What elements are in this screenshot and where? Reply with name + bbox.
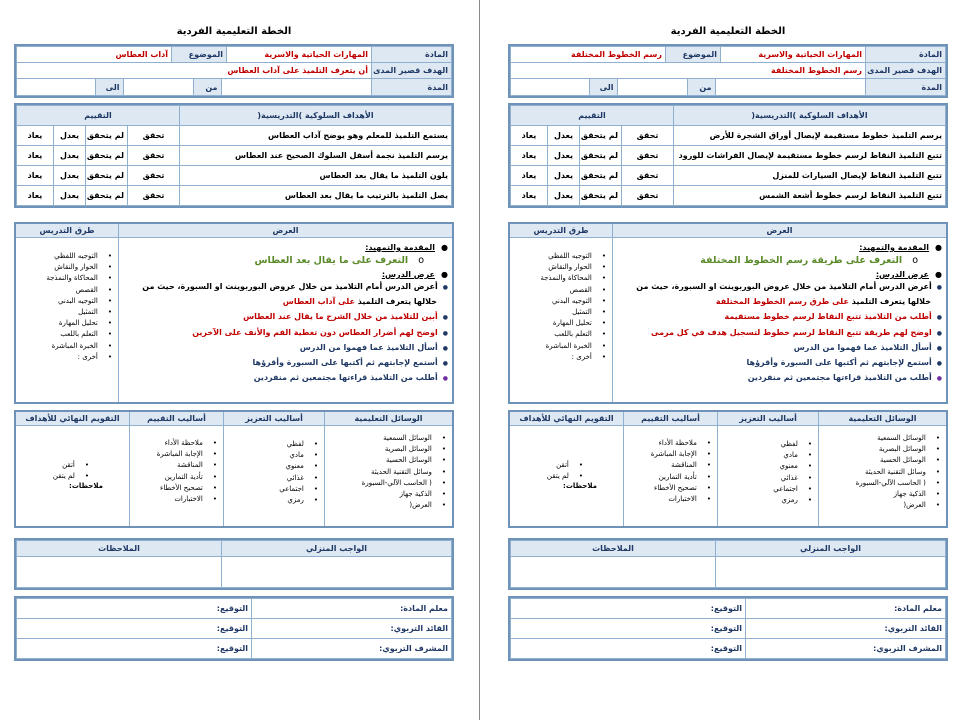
- evaluation-option[interactable]: لم يتحقق: [580, 186, 622, 206]
- evaluation-method-item: • تأدية التمارين: [134, 472, 217, 483]
- objective-row: [17, 166, 452, 186]
- evaluation-header: التقييم: [17, 106, 180, 126]
- signature-field: التوقيع:: [511, 599, 746, 619]
- homework-header: الواجب المنزلي: [222, 541, 452, 557]
- evaluation-option[interactable]: يعاد: [17, 146, 54, 166]
- notes-header: الملاحظات: [511, 541, 716, 557]
- media-item: • ( الحاسب الآلي-السبورة: [823, 478, 940, 489]
- media-header: الوسائل التعليمية: [819, 412, 946, 426]
- lesson-step-highlight: ما يقال عند العطاس: [243, 312, 324, 322]
- evaluation-option[interactable]: يعاد: [17, 186, 54, 206]
- evaluation-option[interactable]: تحقق: [128, 166, 180, 186]
- signature-row: [511, 599, 946, 619]
- subject-label: المادة: [372, 47, 452, 63]
- homework-field[interactable]: [716, 557, 946, 588]
- evaluation-option[interactable]: يعدل: [548, 126, 580, 146]
- teaching-method-item: • التوجيه اللفظي: [514, 251, 606, 262]
- presentation-header: العرض: [613, 224, 946, 238]
- homework-header: الواجب المنزلي: [716, 541, 946, 557]
- teaching-method-item: • المحاكاة والنمذجة: [514, 273, 606, 284]
- lesson-step: [121, 295, 448, 310]
- reinforcement-item: • غذائي: [722, 473, 812, 484]
- goal-label: الهدف قصير المدى: [866, 63, 946, 79]
- lesson-step-highlight: على آداب العطاس: [282, 297, 355, 307]
- page-title: الخطة التعليمية الفردية: [670, 26, 786, 37]
- topic-label: الموضوع: [172, 47, 227, 63]
- notes-inline-label: ملاحظات:: [563, 482, 597, 491]
- objective-text: يرسم التلميذ نجمة أسفل السلوك الصحيح عند العطاس: [180, 146, 452, 166]
- evaluation-option[interactable]: يعدل: [548, 146, 580, 166]
- teaching-method-item: • التوجيه اللفظي: [20, 251, 112, 262]
- from-value: [123, 79, 193, 95]
- evaluation-option[interactable]: تحقق: [128, 186, 180, 206]
- lesson-step: [615, 356, 942, 371]
- goal-value: أن يتعرف التلميذ على آداب العطاس: [17, 63, 372, 79]
- lesson-plan-page: [14, 0, 454, 720]
- lesson-step-text: اوضح لهم طريقة: [861, 327, 932, 337]
- intro-label: ● المقدمة والتمهيد:: [615, 242, 942, 253]
- evaluation-method-item: • تصحيح الأخطاء: [628, 483, 711, 494]
- goal-value: رسم الخطوط المختلفة: [511, 63, 866, 79]
- evaluation-methods-header: أساليب التقييم: [130, 412, 223, 426]
- signatures-table: [508, 596, 948, 661]
- final-evaluation-item: • أتقن: [510, 460, 583, 471]
- evaluation-method-item: • الإجابة المباشرة: [134, 449, 217, 460]
- lesson-step-text: اوضح لهم: [396, 327, 438, 337]
- evaluation-option[interactable]: يعاد: [17, 126, 54, 146]
- evaluation-method-item: • الاختبارات: [628, 494, 711, 505]
- lesson-step-highlight: على طرق رسم الخطوط المختلفة: [715, 297, 849, 307]
- teaching-method-item: • القصص: [514, 285, 606, 296]
- evaluation-option[interactable]: تحقق: [128, 146, 180, 166]
- teaching-method-item: • تحليل المهارة: [20, 318, 112, 329]
- evaluation-option[interactable]: تحقق: [128, 126, 180, 146]
- teaching-method-item: • المحاكاة والنمذجة: [20, 273, 112, 284]
- media-item: • العرض(: [329, 500, 446, 511]
- signature-row: [17, 639, 452, 659]
- teaching-method-item: • أخرى :: [514, 352, 606, 363]
- evaluation-option[interactable]: لم يتحقق: [580, 166, 622, 186]
- from-value: [617, 79, 687, 95]
- duration-label: المدة: [866, 79, 946, 96]
- lesson-step-text: أستمع لإجابتهم ثم أكتبها على السبورة وأقرؤها: [252, 358, 438, 368]
- teaching-method-item: • تحليل المهارة: [514, 318, 606, 329]
- objective-text: تتبع التلميذ النقاط لرسم خطوط مستقيمة لإيصال الفراشات للورود: [674, 146, 946, 166]
- signature-row: [17, 599, 452, 619]
- evaluation-option[interactable]: لم يتحقق: [86, 146, 128, 166]
- duration-value: [221, 79, 371, 95]
- signature-field: التوقيع:: [17, 639, 252, 659]
- resources-section: [14, 410, 454, 528]
- evaluation-method-item: • تصحيح الأخطاء: [134, 483, 217, 494]
- lesson-step: [615, 341, 942, 356]
- notes-field[interactable]: [511, 557, 716, 588]
- lesson-step-text: أستمع لإجابتهم ثم أكتبها على السبورة وأقرؤها: [746, 358, 932, 368]
- media-item: • وسائل التقنية الحديثة: [329, 467, 446, 478]
- lesson-step-highlight: تتبع النقاط لرسم خطوط مستقيمة: [724, 312, 862, 322]
- signature-row: [511, 639, 946, 659]
- media-item: • الوسائل البصرية: [329, 444, 446, 455]
- signature-field: التوقيع:: [17, 619, 252, 639]
- teaching-method-item: • الخبرة المباشرة: [20, 341, 112, 352]
- reinforcement-item: • مادي: [722, 450, 812, 461]
- evaluation-option[interactable]: لم يتحقق: [580, 126, 622, 146]
- to-value: [17, 79, 95, 95]
- lesson-step-text: أطلب من التلاميذ قراءتها مجتمعين ثم منفردين: [253, 373, 438, 383]
- objective-text: يرسم التلميذ خطوط مستقيمة لإيصال أوراق الشجرة للأرض: [674, 126, 946, 146]
- evaluation-method-item: • ملاحظة الأداء: [134, 438, 217, 449]
- notes-field[interactable]: [17, 557, 222, 588]
- reinforcement-header: أساليب التعزيز: [718, 412, 818, 426]
- evaluation-option[interactable]: يعاد: [511, 146, 548, 166]
- teaching-method-item: • أخرى :: [20, 352, 112, 363]
- media-item: • الذكية جهاز: [823, 489, 940, 500]
- evaluation-methods-header: أساليب التقييم: [624, 412, 717, 426]
- evaluation-option[interactable]: لم يتحقق: [86, 186, 128, 206]
- reinforcement-item: • معنوي: [228, 461, 318, 472]
- lesson-step-text: أطلب من التلاميذ قراءتها مجتمعين ثم منفردين: [747, 373, 932, 383]
- reinforcement-item: • اجتماعي: [228, 484, 318, 495]
- subject-value: المهارات الحياتية والاسرية: [227, 47, 372, 63]
- topic-value: آداب العطاس: [17, 47, 172, 63]
- lesson-step-highlight: تتبع النقاط لرسم خطوط لتسجيل هدف في كل مرمى: [650, 327, 862, 337]
- lesson-plan-page: [508, 0, 948, 720]
- subject-value: المهارات الحياتية والاسرية: [721, 47, 866, 63]
- teaching-method-item: • التعلم باللعب: [514, 329, 606, 340]
- final-evaluation-item: • لم يتقن: [16, 471, 89, 482]
- objective-row: [17, 186, 452, 206]
- signature-field: التوقيع:: [511, 639, 746, 659]
- objective-text: يلون التلميذ ما يقال بعد العطاس: [180, 166, 452, 186]
- evaluation-option[interactable]: يعدل: [548, 166, 580, 186]
- evaluation-option[interactable]: تحقق: [622, 186, 674, 206]
- page-title: الخطة التعليمية الفردية: [176, 26, 292, 37]
- signature-role: المشرف التربوي:: [746, 639, 946, 659]
- reinforcement-item: • رمزي: [722, 495, 812, 506]
- lesson-step: [121, 310, 448, 325]
- reinforcement-item: • غذائي: [228, 473, 318, 484]
- teaching-method-item: • الحوار والنقاش: [20, 262, 112, 273]
- evaluation-option[interactable]: يعدل: [54, 166, 86, 186]
- topic-label: الموضوع: [666, 47, 721, 63]
- signature-role: معلم المادة:: [746, 599, 946, 619]
- lesson-step: [121, 371, 448, 386]
- evaluation-option[interactable]: تحقق: [622, 126, 674, 146]
- signature-field: التوقيع:: [511, 619, 746, 639]
- reinforcement-item: • مادي: [228, 450, 318, 461]
- lesson-step-text: أسأل التلاميذ عما فهموا من الدرس: [299, 342, 438, 352]
- lesson-step: [121, 341, 448, 356]
- evaluation-option[interactable]: تحقق: [622, 166, 674, 186]
- evaluation-option[interactable]: لم يتحقق: [86, 126, 128, 146]
- final-evaluation-item: • لم يتقن: [510, 471, 583, 482]
- media-item: • ( الحاسب الآلي-السبورة: [329, 478, 446, 489]
- lesson-step: [615, 295, 942, 310]
- to-label: الى: [95, 79, 123, 95]
- info-table: [14, 44, 454, 98]
- homework-table: [508, 538, 948, 590]
- evaluation-option[interactable]: تحقق: [622, 146, 674, 166]
- notes-header: الملاحظات: [17, 541, 222, 557]
- objectives-table: [14, 103, 454, 208]
- lesson-step-text: أبين للتلاميذ من خلال الشرح: [323, 312, 438, 322]
- presentation-section: [508, 222, 948, 404]
- evaluation-method-item: • المناقشة: [628, 460, 711, 471]
- reinforcement-item: • لفظي: [228, 439, 318, 450]
- media-header: الوسائل التعليمية: [325, 412, 452, 426]
- objective-text: تتبع التلميذ النقاط لرسم خطوط أشعة الشمس: [674, 186, 946, 206]
- reinforcement-item: • لفظي: [722, 439, 812, 450]
- lesson-step: [615, 280, 942, 295]
- signature-role: القائد التربوي:: [252, 619, 452, 639]
- goal-label: الهدف قصير المدى: [372, 63, 452, 79]
- intro-text: o التعرف على طريقة رسم الخطوط المختلفة: [615, 253, 942, 269]
- evaluation-option[interactable]: لم يتحقق: [580, 146, 622, 166]
- lesson-step-text: أعرض الدرس أمام التلاميذ من خلال عروض البوربوينت او السبورة، حيث من: [636, 282, 932, 291]
- to-label: الى: [589, 79, 617, 95]
- signature-row: [17, 619, 452, 639]
- evaluation-option[interactable]: يعدل: [548, 186, 580, 206]
- media-item: • وسائل التقنية الحديثة: [823, 467, 940, 478]
- objective-row: [17, 146, 452, 166]
- media-item: • الوسائل البصرية: [823, 444, 940, 455]
- final-evaluation-header: التقويم النهائي للأهداف: [510, 412, 623, 426]
- teaching-methods-header: طرق التدريس: [510, 224, 612, 238]
- intro-text: o التعرف على ما يقال بعد العطاس: [121, 253, 448, 269]
- lesson-step: [615, 326, 942, 341]
- teaching-method-item: • التمثيل: [20, 307, 112, 318]
- objective-row: [511, 146, 946, 166]
- evaluation-option[interactable]: يعدل: [54, 186, 86, 206]
- resources-section: [508, 410, 948, 528]
- objective-row: [511, 126, 946, 146]
- evaluation-option[interactable]: يعاد: [511, 166, 548, 186]
- lesson-body-label: ● عرض الدرس:: [121, 269, 448, 280]
- objectives-header: الأهداف السلوكية )التدريسية(: [674, 106, 946, 126]
- page-divider: [479, 0, 480, 720]
- teaching-methods-header: طرق التدريس: [16, 224, 118, 238]
- reinforcement-item: • رمزي: [228, 495, 318, 506]
- objective-text: يصل التلميذ بالترتيب ما يقال بعد العطاس: [180, 186, 452, 206]
- lesson-step: [121, 280, 448, 295]
- objective-row: [511, 166, 946, 186]
- subject-label: المادة: [866, 47, 946, 63]
- reinforcement-item: • اجتماعي: [722, 484, 812, 495]
- media-item: • الذكية جهاز: [329, 489, 446, 500]
- presentation-header: العرض: [119, 224, 452, 238]
- lesson-step-text: أسأل التلاميذ عما فهموا من الدرس: [793, 342, 932, 352]
- evaluation-method-item: • الإجابة المباشرة: [628, 449, 711, 460]
- evaluation-option[interactable]: يعدل: [54, 126, 86, 146]
- duration-label: المدة: [372, 79, 452, 96]
- objectives-header: الأهداف السلوكية )التدريسية(: [180, 106, 452, 126]
- evaluation-method-item: • الاختبارات: [134, 494, 217, 505]
- info-table: [508, 44, 948, 98]
- presentation-section: [14, 222, 454, 404]
- lesson-step: [615, 371, 942, 386]
- to-value: [511, 79, 589, 95]
- intro-label: ● المقدمة والتمهيد:: [121, 242, 448, 253]
- evaluation-method-item: • ملاحظة الأداء: [628, 438, 711, 449]
- lesson-step-text: أطلب من التلاميذ: [861, 312, 932, 322]
- final-evaluation-header: التقويم النهائي للأهداف: [16, 412, 129, 426]
- homework-field[interactable]: [222, 557, 452, 588]
- teaching-method-item: • الحوار والنقاش: [514, 262, 606, 273]
- signature-role: المشرف التربوي:: [252, 639, 452, 659]
- duration-value: [715, 79, 865, 95]
- reinforcement-item: • معنوي: [722, 461, 812, 472]
- media-item: • الوسائل الحسية: [823, 455, 940, 466]
- evaluation-option[interactable]: يعدل: [54, 146, 86, 166]
- homework-table: [14, 538, 454, 590]
- lesson-step: [121, 356, 448, 371]
- notes-inline-label: ملاحظات:: [69, 482, 103, 491]
- evaluation-option[interactable]: يعاد: [17, 166, 54, 186]
- teaching-method-item: • القصص: [20, 285, 112, 296]
- evaluation-method-item: • تأدية التمارين: [628, 472, 711, 483]
- objective-text: تتبع التلميذ النقاط لإيصال السيارات للمنزل: [674, 166, 946, 186]
- lesson-step-highlight: أضرار العطاس دون تغطية الفم والأنف على الآخرين: [192, 327, 397, 337]
- media-item: • العرض(: [823, 500, 940, 511]
- teaching-method-item: • التعلم باللعب: [20, 329, 112, 340]
- evaluation-header: التقييم: [511, 106, 674, 126]
- objective-row: [511, 186, 946, 206]
- lesson-step: [121, 326, 448, 341]
- evaluation-option[interactable]: لم يتحقق: [86, 166, 128, 186]
- evaluation-option[interactable]: يعاد: [511, 186, 548, 206]
- evaluation-method-item: • المناقشة: [134, 460, 217, 471]
- media-item: • الوسائل السمعية: [329, 433, 446, 444]
- lesson-step-text: خلالها يتعرف التلميذ: [354, 297, 437, 307]
- lesson-step-text: أعرض الدرس أمام التلاميذ من خلال عروض البوربوينت او السبورة، حيث من: [142, 282, 438, 291]
- objective-text: يستمع التلميذ للمعلم وهو يوضح آداب العطاس: [180, 126, 452, 146]
- from-label: من: [687, 79, 715, 95]
- teaching-method-item: • التمثيل: [514, 307, 606, 318]
- signature-role: القائد التربوي:: [746, 619, 946, 639]
- signature-role: معلم المادة:: [252, 599, 452, 619]
- lesson-body-label: ● عرض الدرس:: [615, 269, 942, 280]
- teaching-method-item: • التوجيه البدني: [20, 296, 112, 307]
- signatures-table: [14, 596, 454, 661]
- objectives-table: [508, 103, 948, 208]
- media-item: • الوسائل السمعية: [823, 433, 940, 444]
- signature-field: التوقيع:: [17, 599, 252, 619]
- evaluation-option[interactable]: يعاد: [511, 126, 548, 146]
- objective-row: [17, 126, 452, 146]
- lesson-step-text: خلالها يتعرف التلميذ: [848, 297, 931, 307]
- teaching-method-item: • الخبرة المباشرة: [514, 341, 606, 352]
- lesson-step: [615, 310, 942, 325]
- teaching-method-item: • التوجيه البدني: [514, 296, 606, 307]
- topic-value: رسم الخطوط المختلفة: [511, 47, 666, 63]
- signature-row: [511, 619, 946, 639]
- reinforcement-header: أساليب التعزيز: [224, 412, 324, 426]
- media-item: • الوسائل الحسية: [329, 455, 446, 466]
- final-evaluation-item: • أتقن: [16, 460, 89, 471]
- from-label: من: [193, 79, 221, 95]
